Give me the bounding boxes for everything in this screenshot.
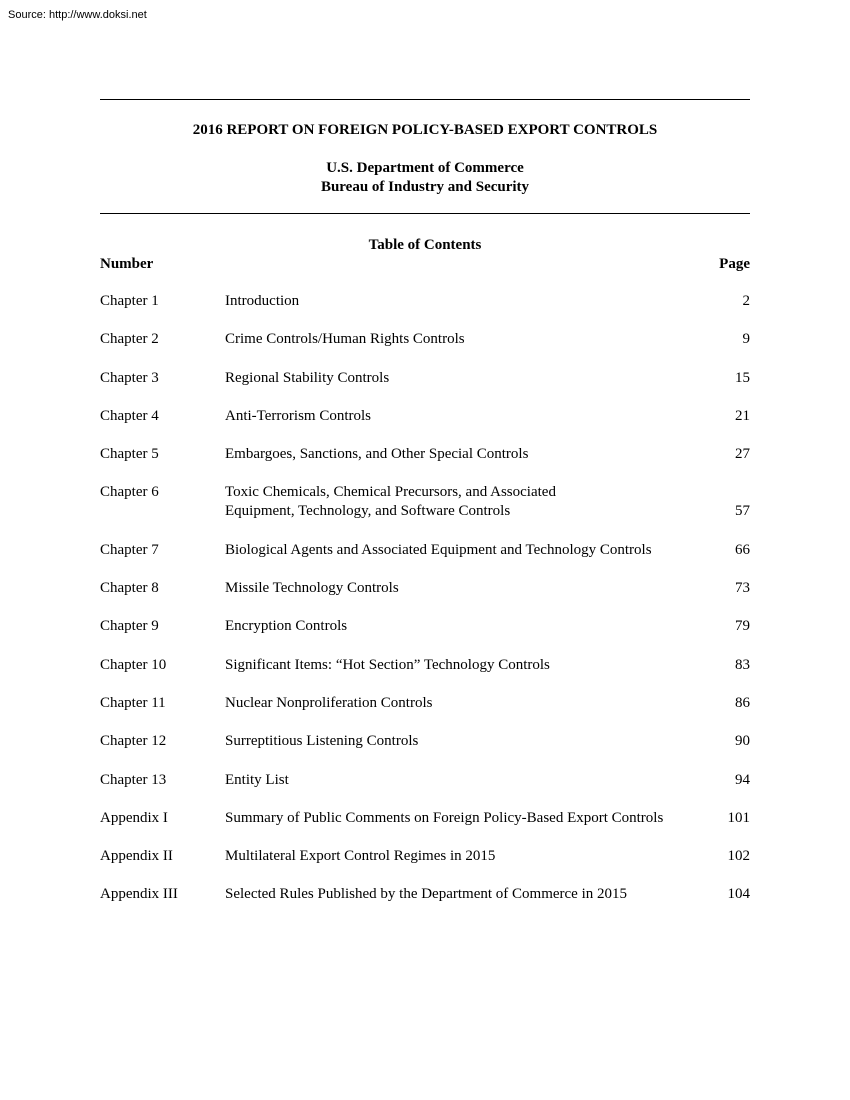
toc-entry-title xyxy=(225,809,710,828)
toc-entry xyxy=(100,809,750,828)
toc-entry-page: 66 xyxy=(735,541,750,558)
toc-entry-title xyxy=(225,483,710,521)
toc-entry-number: Appendix III xyxy=(100,886,178,903)
toc-entry xyxy=(100,617,750,636)
agency-department: U.S. Department of Commerce xyxy=(326,160,524,176)
toc-list xyxy=(100,292,750,924)
toc-entry-title xyxy=(225,694,710,713)
number-column-header: Number xyxy=(100,256,154,272)
toc-entry-number: Chapter 6 xyxy=(100,484,159,501)
toc-entry-title xyxy=(225,847,710,866)
agency-bureau: Bureau of Industry and Security xyxy=(320,179,530,195)
toc-entry-title xyxy=(225,330,710,349)
toc-entry-number: Appendix I xyxy=(100,809,168,826)
toc-entry-number: Chapter 10 xyxy=(100,656,167,673)
toc-entry-page: 73 xyxy=(735,580,750,597)
toc-entry-number: Chapter 4 xyxy=(100,407,159,424)
toc-entry xyxy=(100,885,750,904)
toc-entry-page: 2 xyxy=(742,293,750,309)
toc-entry-title-line: Multilateral Export Control Regimes in 2015 xyxy=(225,848,496,865)
toc-entry-number: Chapter 3 xyxy=(100,369,159,386)
toc-entry-page: 15 xyxy=(735,369,750,386)
toc-entry xyxy=(100,694,750,713)
toc-entry-title xyxy=(225,732,710,751)
toc-entry-title-line: Introduction xyxy=(225,293,300,309)
toc-entry-title xyxy=(225,407,710,426)
toc-entry-number: Chapter 2 xyxy=(100,331,159,348)
toc-entry-title-line: Anti-Terrorism Controls xyxy=(225,407,372,424)
toc-entry-number: Appendix II xyxy=(100,848,173,865)
toc-entry xyxy=(100,656,750,675)
bottom-divider xyxy=(100,213,750,214)
toc-entry-page: 27 xyxy=(735,446,750,463)
toc-entry-title xyxy=(225,656,710,675)
toc-entry-page: 57 xyxy=(735,503,750,520)
toc-entry-title-line: Surreptitious Listening Controls xyxy=(225,733,419,750)
toc-entry xyxy=(100,847,750,866)
toc-entry xyxy=(100,483,750,521)
toc-entry-page: 86 xyxy=(735,694,750,711)
source-note: Source: http://www.doksi.net xyxy=(8,9,147,21)
toc-entry-title-line: Selected Rules Published by the Department of Commerce in 2015 xyxy=(225,886,627,903)
toc-entry-page: 79 xyxy=(735,618,750,635)
toc-entry-title-line: Biological Agents and Associated Equipment and Technology Controls xyxy=(225,541,652,558)
toc-entry-page: 21 xyxy=(735,407,750,424)
toc-entry-title-line: Encryption Controls xyxy=(225,618,348,635)
toc-entry-title xyxy=(225,445,710,464)
toc-entry-number: Chapter 9 xyxy=(100,618,159,635)
toc-entry xyxy=(100,445,750,464)
toc-entry-page: 102 xyxy=(727,848,750,865)
toc-entry-number: Chapter 1 xyxy=(100,293,159,309)
toc-entry-page: 104 xyxy=(727,886,750,903)
page-column-header: Page xyxy=(719,256,750,272)
toc-entry-number: Chapter 11 xyxy=(100,694,166,711)
toc-entry-page: 83 xyxy=(735,656,750,673)
toc-entry-title xyxy=(225,541,710,560)
toc-entry-title-line: Entity List xyxy=(225,771,289,788)
top-divider xyxy=(100,99,750,100)
toc-entry-title-line: Toxic Chemicals, Chemical Precursors, and Associated xyxy=(225,484,556,501)
toc-entry-title xyxy=(225,579,710,598)
toc-entry xyxy=(100,732,750,751)
toc-entry-number: Chapter 13 xyxy=(100,771,167,788)
toc-entry-title xyxy=(225,885,710,904)
toc-entry-page: 90 xyxy=(735,733,750,750)
toc-entry-title-line: Crime Controls/Human Rights Controls xyxy=(225,331,465,348)
toc-heading: Table of Contents xyxy=(368,237,482,253)
toc-entry-page: 101 xyxy=(727,809,750,826)
toc-entry-number: Chapter 12 xyxy=(100,733,167,750)
toc-entry xyxy=(100,541,750,560)
toc-entry-title xyxy=(225,617,710,636)
toc-entry-title-line: Regional Stability Controls xyxy=(225,369,390,386)
toc-entry-page: 94 xyxy=(735,771,750,788)
toc-entry-number: Chapter 8 xyxy=(100,580,159,597)
toc-entry xyxy=(100,330,750,349)
toc-entry-title-line: Embargoes, Sanctions, and Other Special Controls xyxy=(225,446,529,463)
toc-entry-number: Chapter 7 xyxy=(100,541,159,558)
toc-entry xyxy=(100,407,750,426)
toc-entry xyxy=(100,579,750,598)
toc-entry xyxy=(100,292,750,311)
toc-entry-title-line: Summary of Public Comments on Foreign Policy-Based Export Controls xyxy=(225,809,664,826)
toc-entry-title xyxy=(225,771,710,790)
toc-entry-title-line: Missile Technology Controls xyxy=(225,580,399,597)
toc-entry xyxy=(100,369,750,388)
toc-entry-title-line: Significant Items: “Hot Section” Technology Controls xyxy=(225,656,550,673)
toc-entry-title xyxy=(225,369,710,388)
agency-block xyxy=(100,159,750,197)
toc-entry-title xyxy=(225,292,710,311)
toc-entry-title-line: Nuclear Nonproliferation Controls xyxy=(225,694,433,711)
toc-entry-page: 9 xyxy=(742,331,750,348)
toc-entry xyxy=(100,771,750,790)
toc-entry-title-line: Equipment, Technology, and Software Controls xyxy=(225,503,511,520)
toc-entry-number: Chapter 5 xyxy=(100,446,159,463)
document-title: 2016 REPORT ON FOREIGN POLICY-BASED EXPORT CONTROLS xyxy=(192,122,658,138)
